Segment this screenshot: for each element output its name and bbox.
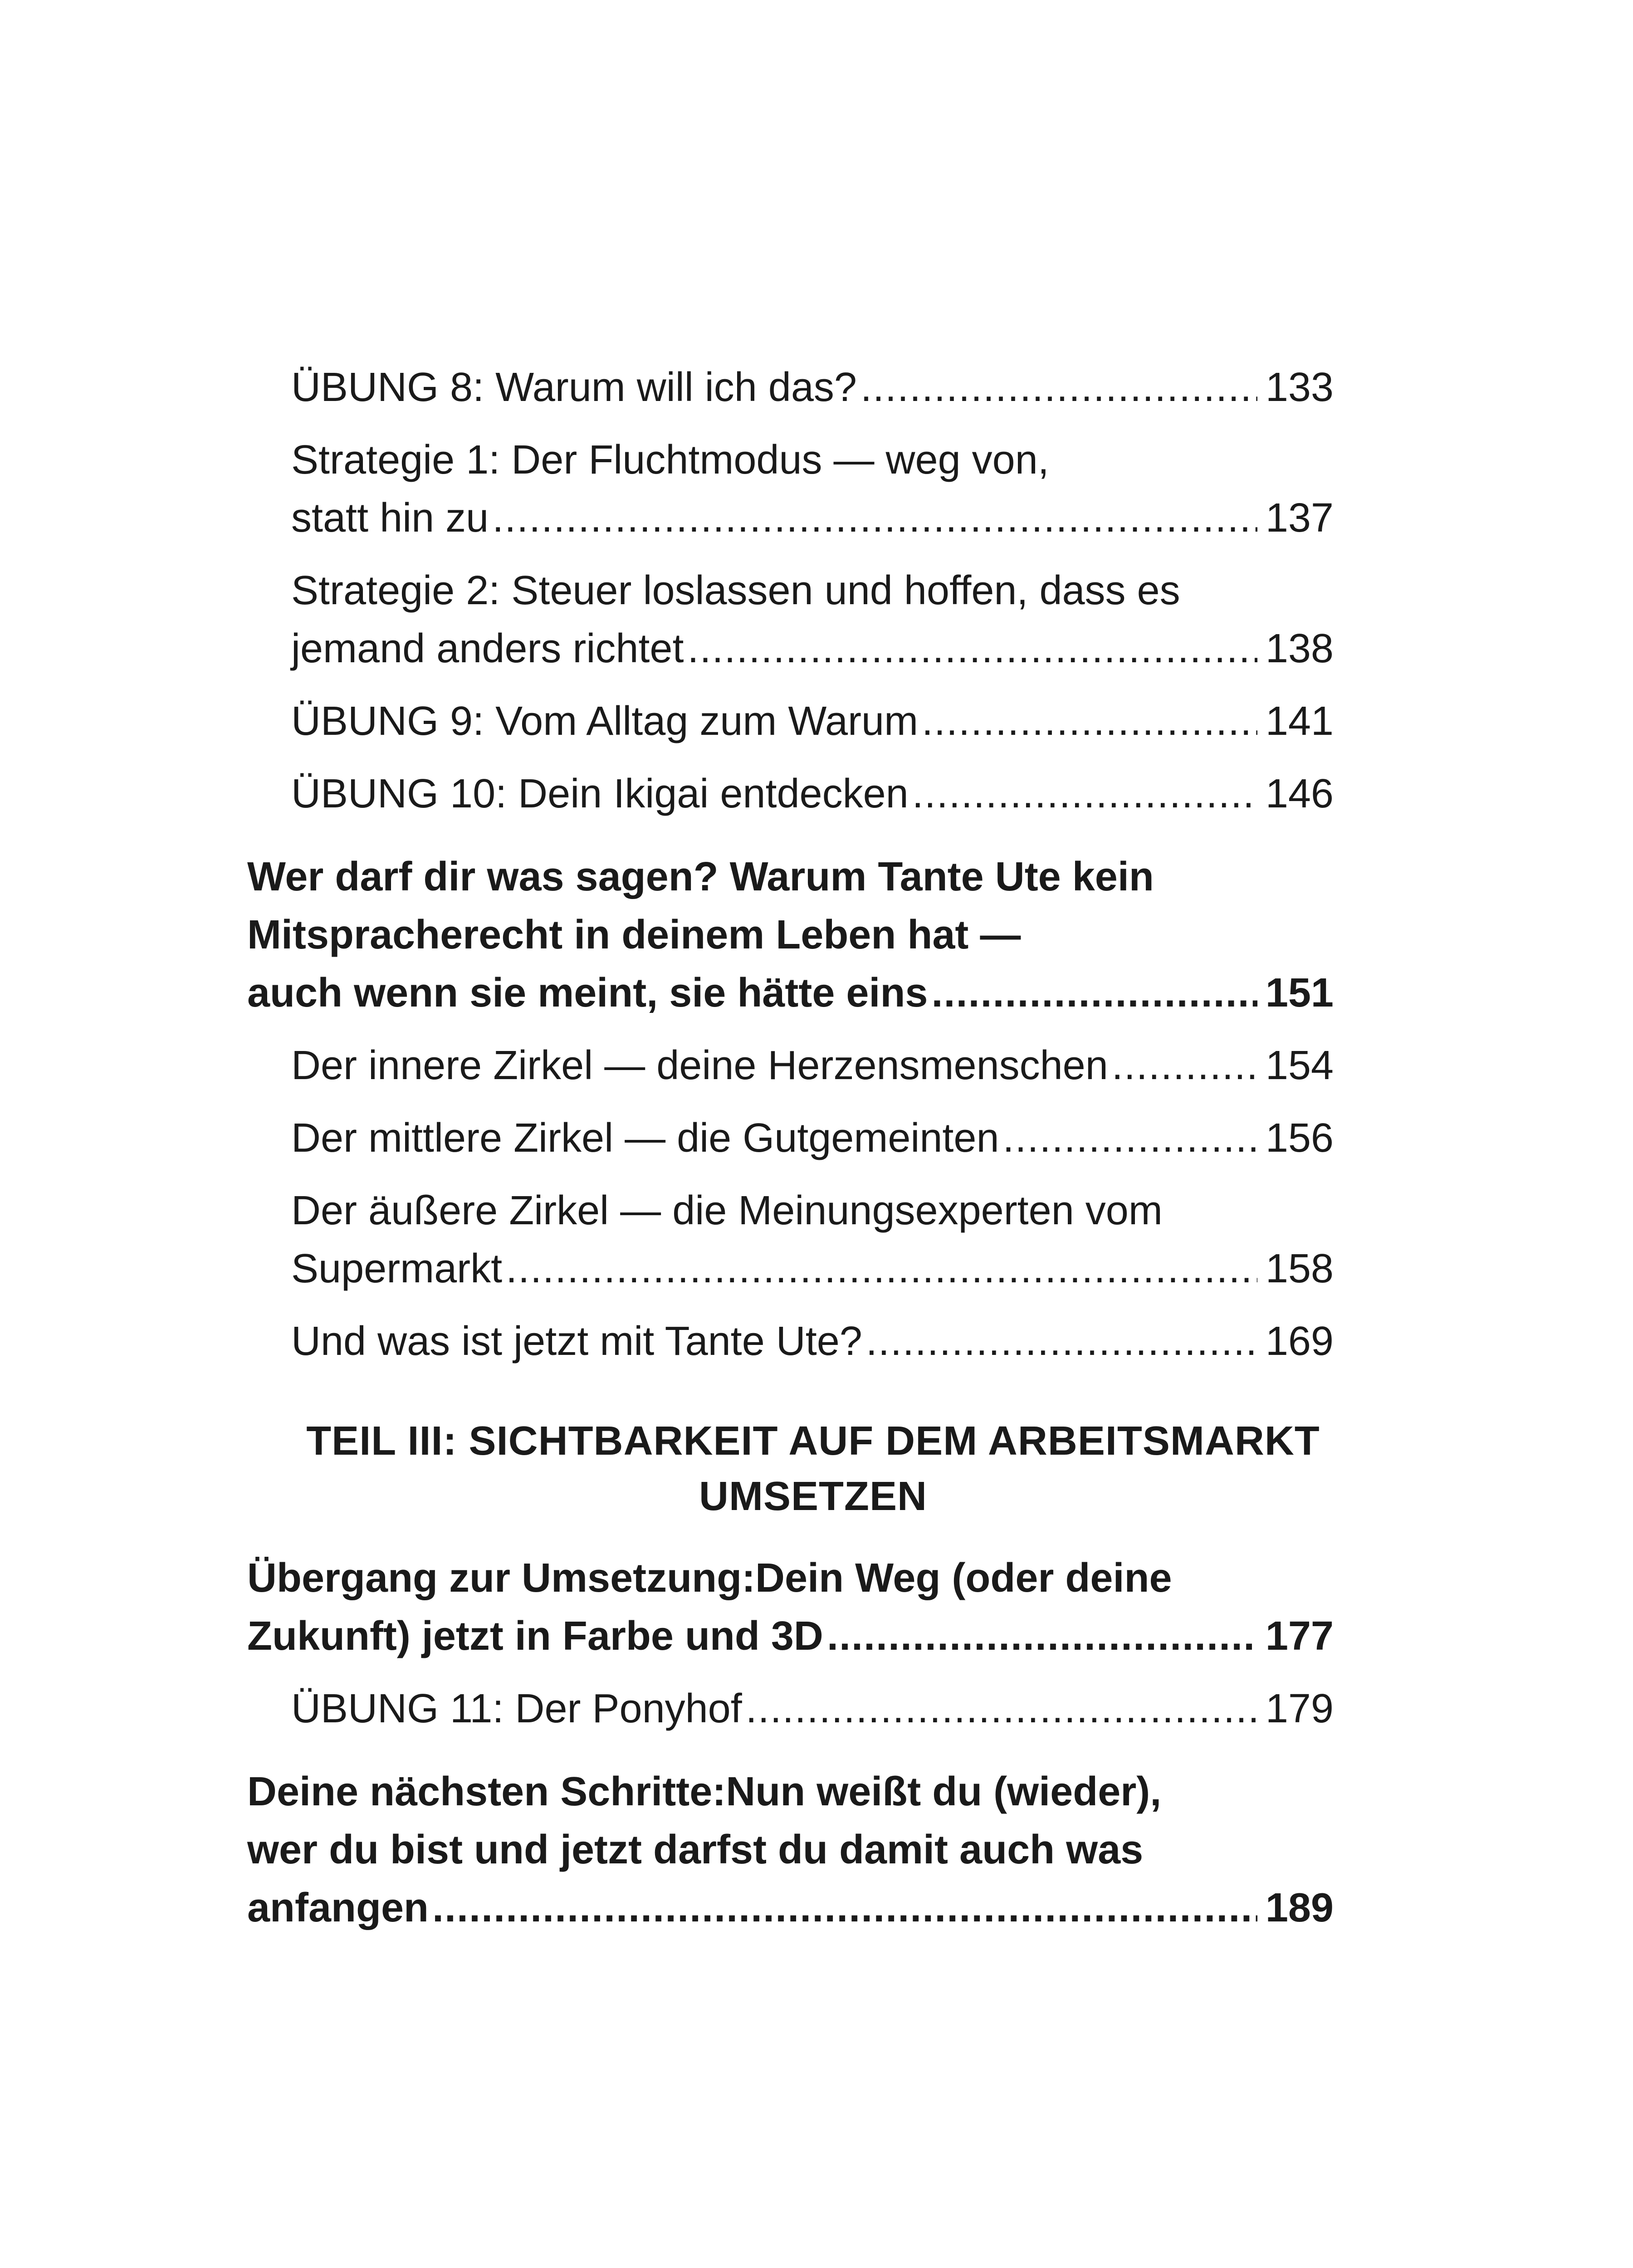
toc-entry-title: ÜBUNG 8: Warum will ich das? (291, 365, 857, 410)
toc-entry-title: Der innere Zirkel — deine Herzensmenschen (291, 1043, 1108, 1088)
toc-page-number: 138 (1265, 626, 1334, 671)
dot-leader (866, 1312, 1257, 1370)
toc-entry-title-line: Strategie 2: Steuer loslassen und hoffen, dass es (291, 568, 1180, 613)
toc-chapter-title-line: Wer darf dir was sagen? Warum Tante Ute kein (247, 854, 1154, 899)
toc-page-number: 158 (1265, 1246, 1334, 1291)
dot-leader (861, 358, 1257, 416)
toc-entry-strategie-2[interactable] (247, 562, 1334, 678)
toc-chapter-title-line: Übergang zur Umsetzung:Dein Weg (oder deine (247, 1555, 1172, 1601)
toc-entry-uebung-8[interactable] (247, 358, 1334, 416)
toc-entry-title-line: Strategie 1: Der Fluchtmodus — weg von, (291, 437, 1049, 483)
toc-part-title-line: UMSETZEN (699, 1474, 927, 1519)
toc-page-number: 141 (1265, 699, 1334, 744)
toc-entry-tante-ute[interactable] (247, 1312, 1334, 1370)
dot-leader (827, 1607, 1257, 1665)
toc-chapter-title: Zukunft) jetzt in Farbe und 3D (247, 1613, 823, 1659)
dot-leader (931, 964, 1257, 1022)
dot-leader (506, 1240, 1257, 1298)
toc-chapter-tante-ute[interactable] (247, 848, 1334, 1022)
toc-page-number: 151 (1265, 970, 1334, 1016)
toc-page-number: 137 (1265, 495, 1334, 541)
toc-page-number: 154 (1265, 1043, 1334, 1088)
toc-entry-title: ÜBUNG 9: Vom Alltag zum Warum (291, 699, 919, 744)
dot-leader (687, 620, 1257, 678)
toc-entry-title: jemand anders richtet (291, 626, 684, 671)
dot-leader (1112, 1036, 1257, 1095)
toc-page-number: 177 (1265, 1613, 1334, 1659)
dot-leader (432, 1879, 1257, 1937)
toc-chapter-naechste-schritte[interactable] (247, 1763, 1334, 1937)
toc-chapter-title-line: Mitspracherecht in deinem Leben hat — (247, 912, 1021, 958)
toc-page-number: 156 (1265, 1115, 1334, 1161)
dot-leader (912, 765, 1257, 823)
toc-entry-uebung-10[interactable] (247, 765, 1334, 823)
toc-page-number: 133 (1265, 365, 1334, 410)
dot-leader (1003, 1109, 1257, 1167)
toc-chapter-title: anfangen (247, 1885, 429, 1931)
toc-part-title-line: TEIL III: SICHTBARKEIT AUF DEM ARBEITSMARKT (306, 1418, 1320, 1464)
dot-leader (746, 1680, 1257, 1738)
toc-entry-title: ÜBUNG 11: Der Ponyhof (291, 1686, 742, 1731)
toc-entry-title: Und was ist jetzt mit Tante Ute? (291, 1319, 862, 1364)
toc-entry-innerer-zirkel[interactable] (247, 1036, 1334, 1095)
dot-leader (492, 489, 1257, 547)
toc-entry-strategie-1[interactable] (247, 431, 1334, 547)
toc-chapter-title: auch wenn sie meint, sie hätte eins (247, 970, 928, 1016)
dot-leader (922, 692, 1257, 750)
toc-page-number: 146 (1265, 771, 1334, 816)
toc-entry-aeusserer-zirkel[interactable] (247, 1182, 1334, 1298)
toc-entry-title: Der mittlere Zirkel — die Gutgemeinten (291, 1115, 999, 1161)
toc-entry-uebung-9[interactable] (247, 692, 1334, 750)
toc-entry-mittlerer-zirkel[interactable] (247, 1109, 1334, 1167)
toc-chapter-uebergang[interactable] (247, 1549, 1334, 1665)
table-of-contents (247, 358, 1334, 1937)
toc-page-number: 179 (1265, 1686, 1334, 1731)
toc-page-number: 169 (1265, 1319, 1334, 1364)
toc-chapter-title-line: Deine nächsten Schritte:Nun weißt du (wieder), (247, 1769, 1162, 1814)
toc-entry-title: statt hin zu (291, 495, 489, 541)
toc-part-heading (247, 1413, 1334, 1524)
toc-entry-title: ÜBUNG 10: Dein Ikigai entdecken (291, 771, 909, 816)
toc-entry-title-line: Der äußere Zirkel — die Meinungsexperten vom (291, 1188, 1163, 1233)
toc-chapter-title-line: wer du bist und jetzt darfst du damit auch was (247, 1827, 1144, 1872)
toc-entry-uebung-11[interactable] (247, 1680, 1334, 1738)
toc-entry-title: Supermarkt (291, 1246, 503, 1291)
toc-page-number: 189 (1265, 1885, 1334, 1931)
